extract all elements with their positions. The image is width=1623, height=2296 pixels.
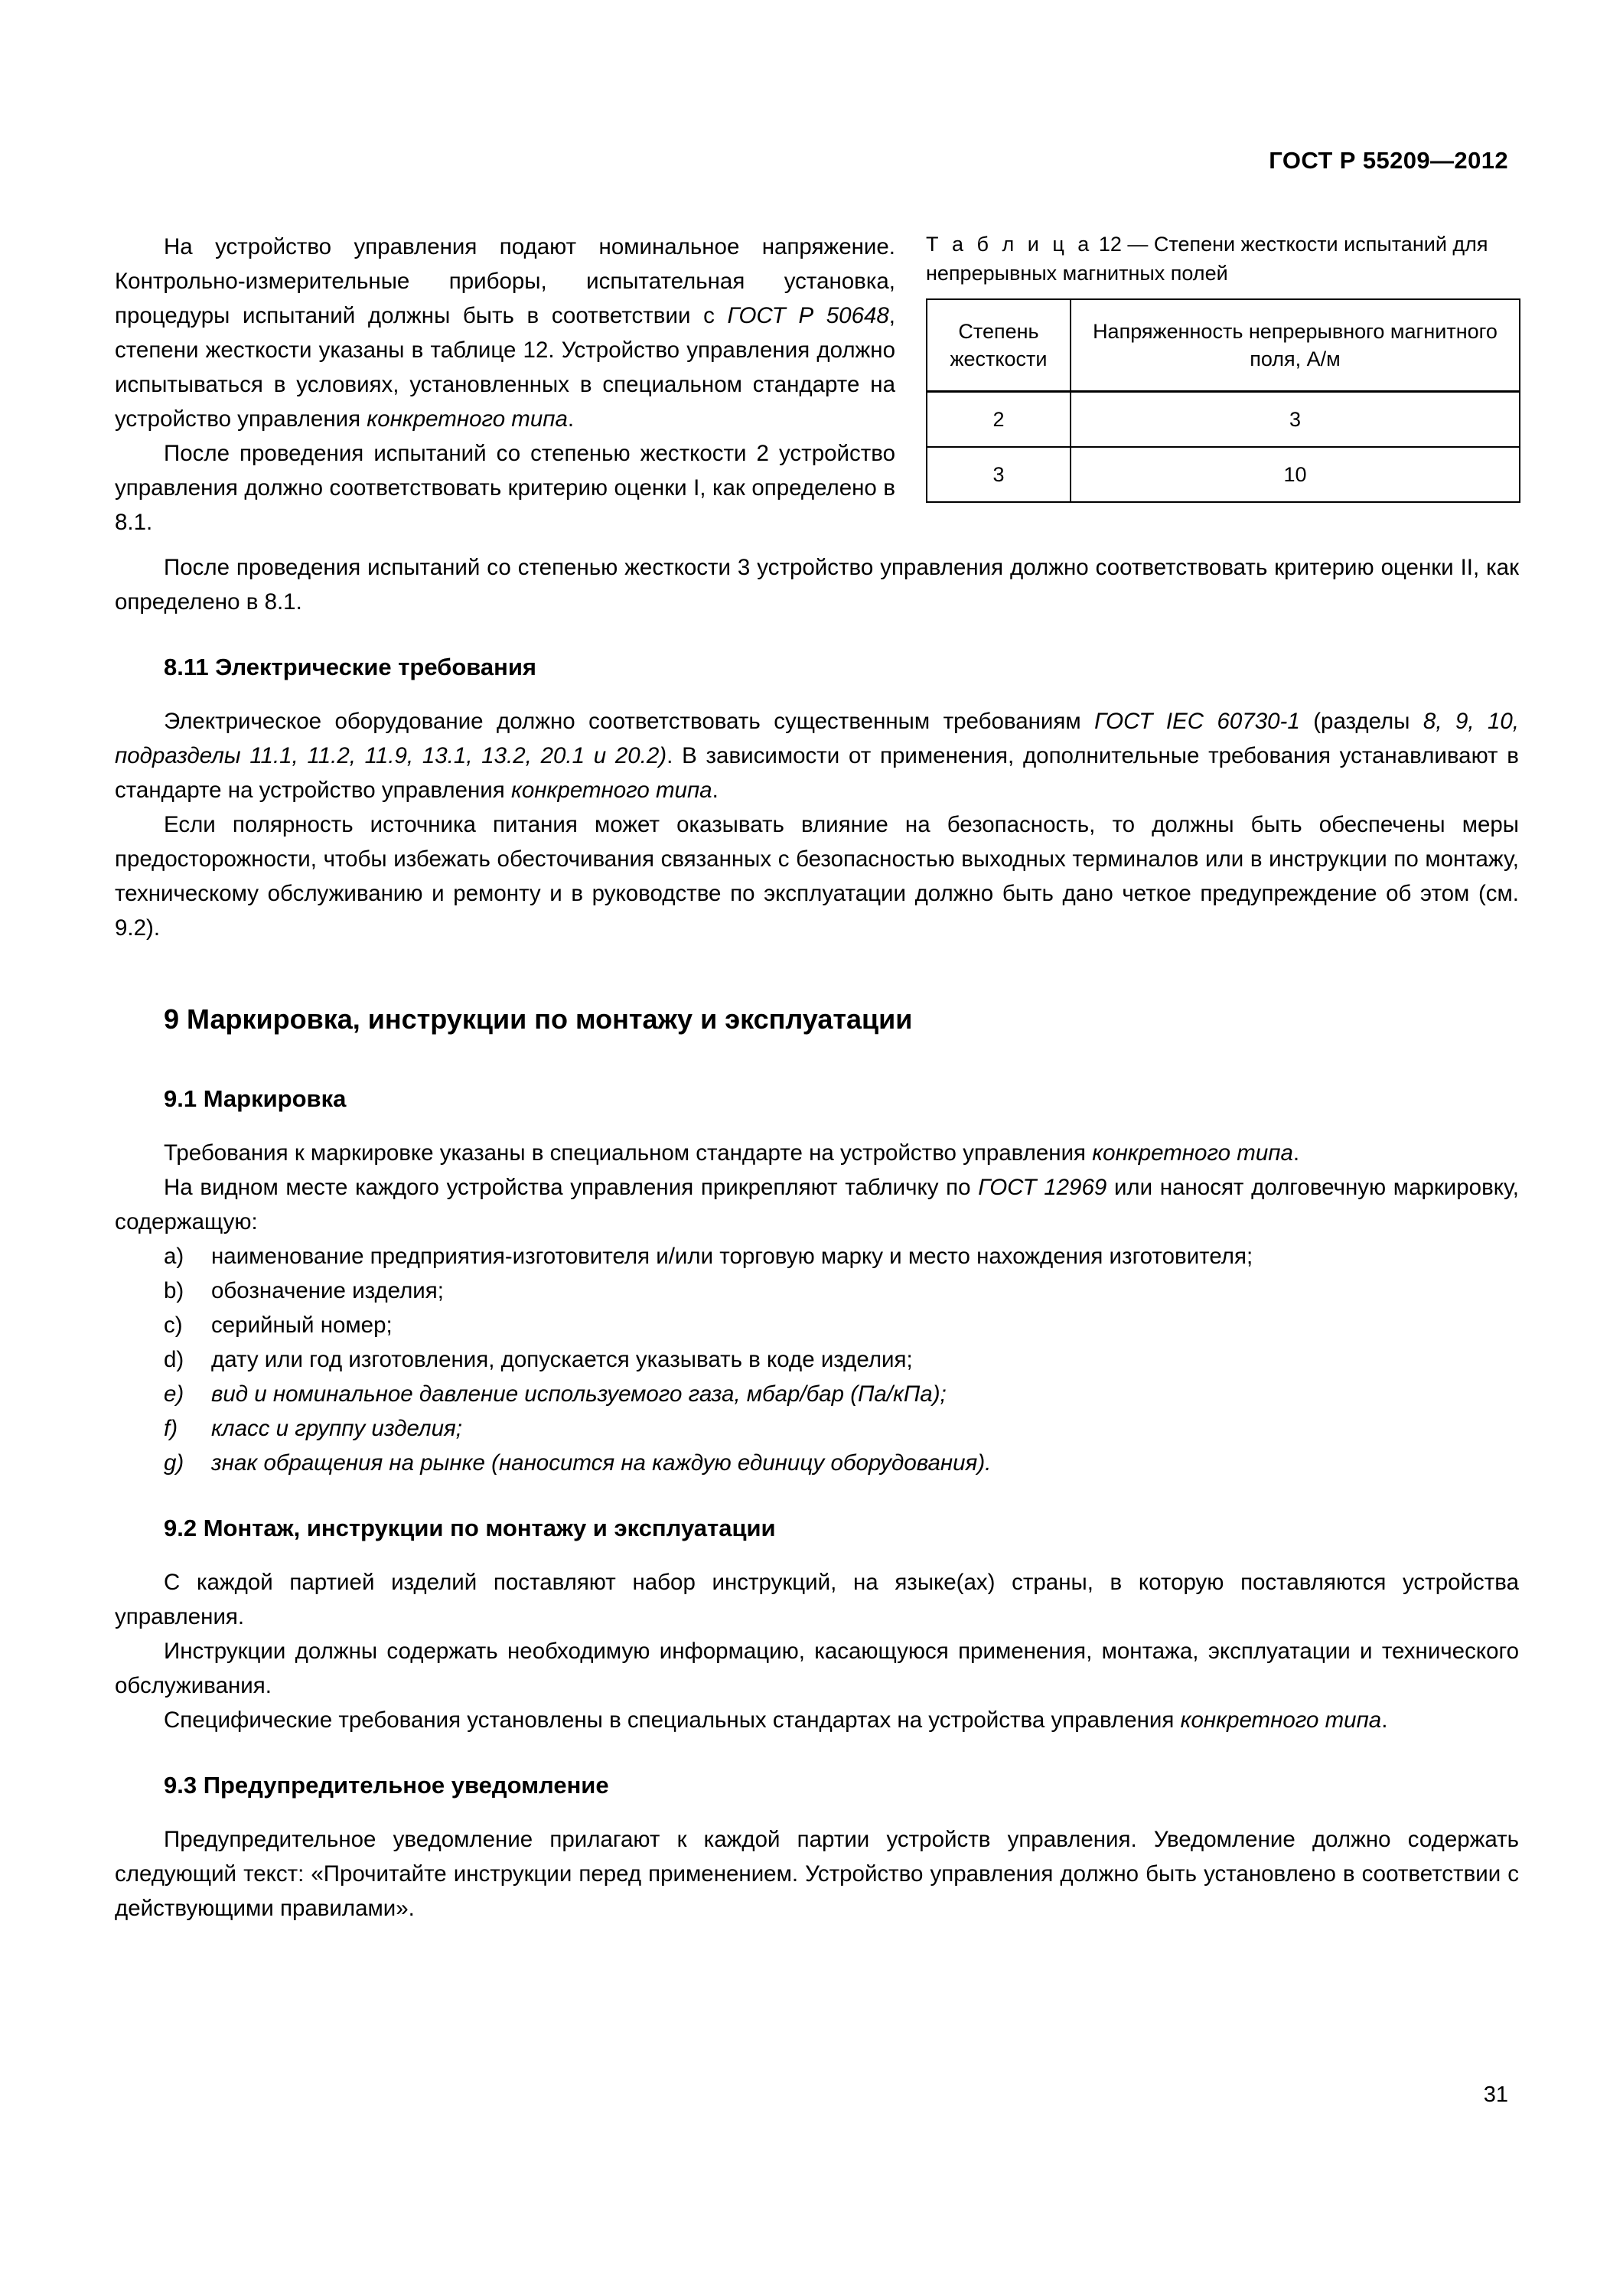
table-12-block: [926, 230, 1519, 503]
list-item: [115, 1308, 1519, 1342]
paragraph-electrical-equipment-requirements: [115, 704, 1519, 807]
list-item-label: d): [164, 1347, 184, 1372]
spacer: [115, 1545, 1519, 1565]
spacer: [115, 1737, 1519, 1768]
reference-gost-iec-60730-1: ГОСТ IEC 60730-1: [1094, 709, 1300, 734]
heading-9-3-warning-notice: 9.3 Предупредительное уведомление: [164, 1772, 609, 1799]
text-run: .: [567, 406, 575, 432]
list-item-text: знак обращения на рынке (наносится на каждую единицу оборудования).: [211, 1450, 992, 1476]
text-run: .: [1381, 1707, 1388, 1733]
list-item: [115, 1274, 1519, 1308]
marking-content-list: [115, 1239, 1519, 1480]
table-caption-label: Т а б л и ц а: [926, 233, 1093, 256]
text-run: Требования к маркировке указаны в специальном стандарте на устройство управления: [164, 1140, 1093, 1166]
reference-gost-12969: ГОСТ 12969: [978, 1175, 1107, 1200]
text-run: (разделы: [1299, 709, 1423, 734]
text-run: , степени жесткости указаны в таблице 12. Устройство управления должно испытываться в условиях, установленных в специальном стандарте на устройство управления: [115, 303, 895, 432]
table-caption-number: 12: [1098, 233, 1122, 256]
table-header-row: [927, 299, 1520, 392]
spacer: [115, 619, 1519, 650]
heading-8-11-electrical-requirements: 8.11 Электрические требования: [164, 654, 537, 680]
list-item: [115, 1411, 1519, 1446]
paragraph-nameplate-attachment: [115, 1170, 1519, 1239]
text-run: На устройство управления подают номинальное напряжение. Контрольно-измерительные приборы, испытательная установка, процедуры испытаний должны быть в соответствии с: [115, 234, 895, 328]
left-column-text: [115, 230, 895, 540]
page-number: 31: [1483, 2082, 1508, 2107]
table-caption-text: Степени жесткости испытаний для непрерывных магнитных полей: [926, 233, 1488, 285]
text-run: . В зависимости от применения, дополнительные требования устанавливают в стандарте на устройство управления: [115, 743, 1519, 803]
list-item: [115, 1377, 1519, 1411]
list-item-text: обозначение изделия;: [211, 1278, 444, 1303]
table-cell-degree: 3: [927, 447, 1071, 502]
spacer: [115, 945, 1519, 1000]
spacer: [115, 1039, 1519, 1081]
list-item-label: c): [164, 1313, 183, 1338]
text-run: или наносят долговечную маркировку, содержащую:: [115, 1175, 1519, 1234]
table-12: [926, 298, 1520, 503]
term-specific-type: конкретного типа: [1092, 1140, 1293, 1166]
table-cell-degree: 2: [927, 392, 1071, 448]
heading-9-1-marking: 9.1 Маркировка: [164, 1085, 347, 1112]
heading-9-marking-instructions: 9 Маркировка, инструкции по монтажу и эксплуатации: [164, 1003, 913, 1035]
term-specific-type: конкретного типа: [1180, 1707, 1382, 1733]
list-item: [115, 1342, 1519, 1377]
list-item-text: наименование предприятия-изготовителя и/или торговую марку и место нахождения изготовителя;: [211, 1244, 1253, 1269]
paragraph-instruction-content: Инструкции должны содержать необходимую информацию, касающуюся применения, монтажа, эксплуатации и технического обслуживания.: [115, 1639, 1519, 1698]
paragraph-instruction-set-delivery: С каждой партией изделий поставляют набор инструкций, на языке(ах) страны, в которую поставляются устройства управления.: [115, 1570, 1519, 1629]
spacer: [115, 684, 1519, 704]
table-cell-value: 10: [1071, 447, 1520, 502]
paragraph-power-polarity-safety: Если полярность источника питания может оказывать влияние на безопасность, то должны быть обеспечены меры предосторожности, чтобы избежать обесточивания связанных с безопасностью выходных терминалов или в инструкции по монтажу, техническому обслуживанию и ремонту и в руководстве по эксплуатации должно быть дано четкое предупреждение об этом (см. 9.2).: [115, 812, 1519, 941]
list-item-label: a): [164, 1244, 184, 1269]
table-12-caption: [926, 230, 1519, 288]
text-run: На видном месте каждого устройства управления прикрепляют табличку по: [164, 1175, 979, 1200]
list-item-label: g): [164, 1450, 184, 1476]
table-row: [927, 447, 1520, 502]
page-header-standard-number: ГОСТ Р 55209—2012: [1269, 147, 1508, 174]
text-run: .: [1292, 1140, 1300, 1166]
spacer: [115, 1802, 1519, 1822]
list-item-text: серийный номер;: [211, 1313, 393, 1338]
list-item-text: дату или год изготовления, допускается указывать в коде изделия;: [211, 1347, 913, 1372]
list-item-text: класс и группу изделия;: [211, 1416, 462, 1441]
paragraph-severity-3-result: После проведения испытаний со степенью жесткости 3 устройство управления должно соответствовать критерию оценки II, как определено в 8.1.: [115, 555, 1519, 615]
table-row: [927, 392, 1520, 448]
text-run: Электрическое оборудование должно соответствовать существенным требованиям: [164, 709, 1095, 734]
paragraph-severity-2-result: После проведения испытаний со степенью жесткости 2 устройство управления должно соответствовать критерию оценки I, как определено в 8.1.: [115, 441, 895, 535]
heading-9-2-installation-instructions: 9.2 Монтаж, инструкции по монтажу и эксплуатации: [164, 1515, 776, 1541]
page-content: [115, 230, 1519, 1926]
paragraph-voltage-application: [115, 230, 895, 436]
table-cell-value: 3: [1071, 392, 1520, 448]
spacer: [115, 1480, 1519, 1511]
text-run: Специфические требования установлены в специальных стандартах на устройства управления: [164, 1707, 1181, 1733]
table-header-cell-strength-degree: Степень жесткости: [927, 299, 1071, 392]
paragraph-specific-requirements: [115, 1703, 1519, 1737]
reference-gost-r-50648: ГОСТ Р 50648: [727, 303, 889, 328]
text-run: .: [712, 778, 719, 803]
list-item-text: вид и номинальное давление используемого газа, мбар/бар (Па/кПа);: [211, 1381, 947, 1407]
table-caption-dash: —: [1127, 233, 1149, 256]
reference-sections-list: 8, 9, 10, подразделы 11.1, 11.2, 11.9, 13.1, 13.2, 20.1 и 20.2): [115, 709, 1519, 768]
list-item-label: f): [164, 1416, 178, 1441]
spacer: [115, 1116, 1519, 1136]
paragraph-marking-requirements: [115, 1136, 1519, 1170]
list-item: [115, 1239, 1519, 1274]
spacer: [115, 540, 1519, 550]
term-specific-type: конкретного типа: [510, 778, 712, 803]
list-item-label: b): [164, 1278, 184, 1303]
term-specific-type: конкретного типа: [367, 406, 568, 432]
paragraph-warning-notice-text: Предупредительное уведомление прилагают к каждой партии устройств управления. Уведомление должно содержать следующий текст: «Прочитайте инструкции перед применением. Устройство управления должно быть установлено в соответствии с действующими правилами».: [115, 1827, 1519, 1921]
table-header-cell-field-strength: Напряженность непрерывного магнитного поля, А/м: [1071, 299, 1520, 392]
list-item-label: e): [164, 1381, 184, 1407]
top-zone: [115, 230, 1519, 540]
list-item: [115, 1446, 1519, 1480]
